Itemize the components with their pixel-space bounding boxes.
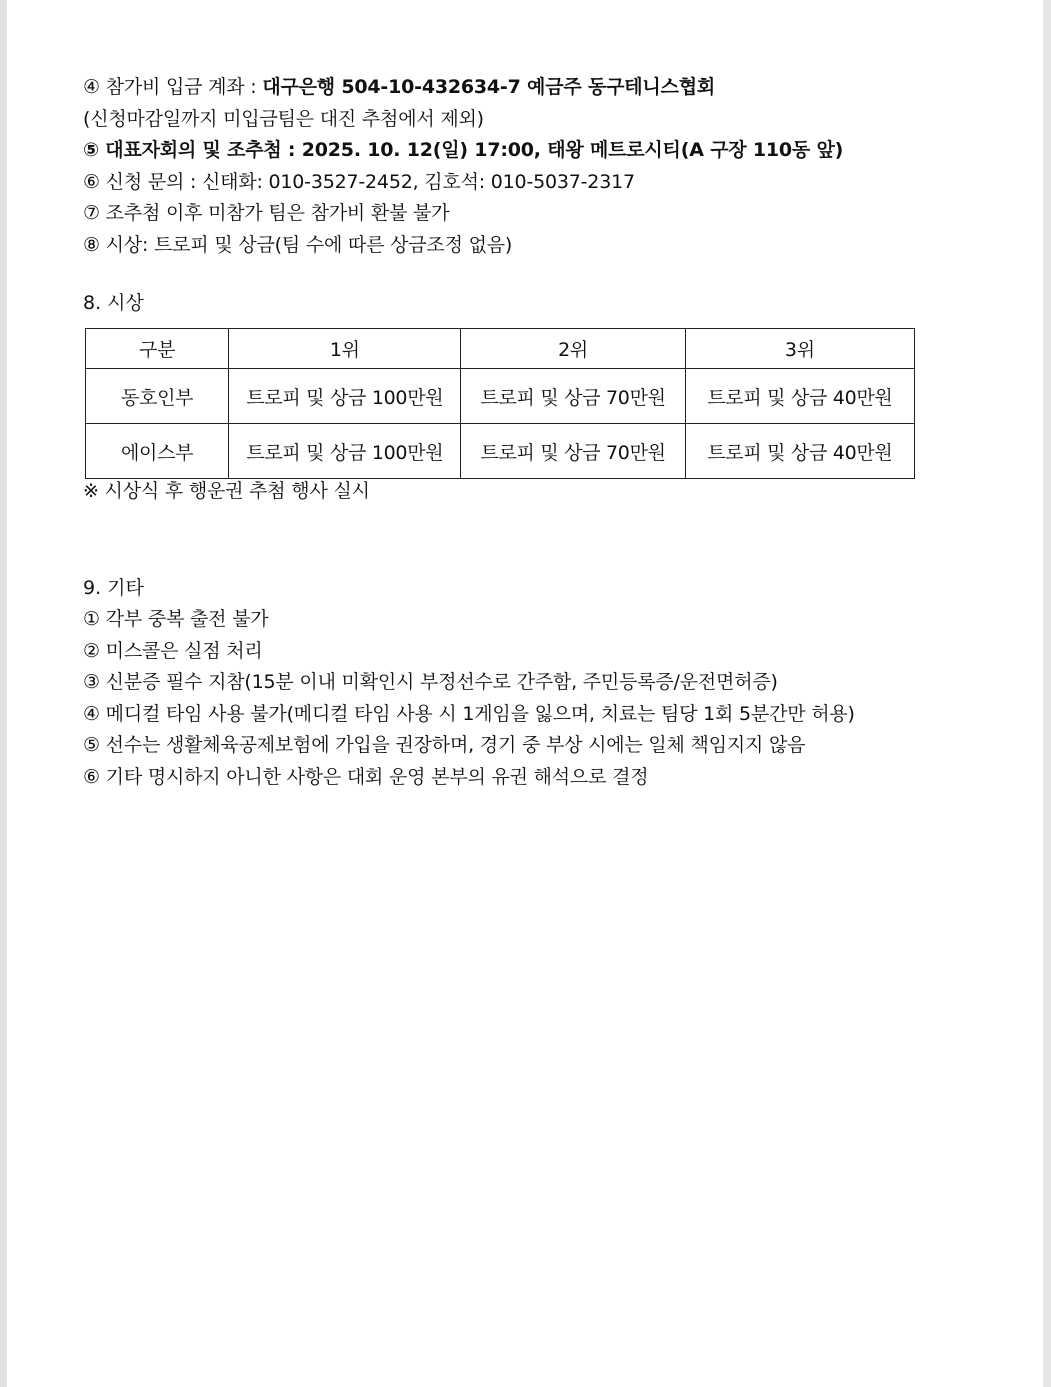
section8-title: 8. 시상 — [83, 292, 144, 314]
fee-account-value: 대구은행 504-10-432634-7 예금주 동구테니스협회 — [262, 76, 716, 98]
fee-account-line — [83, 72, 983, 104]
inquiry-line: ⑥ 신청 문의 : 신태화: 010-3527-2452, 김호석: 010-5037-2317 — [83, 170, 635, 193]
page-right-edge — [1043, 0, 1051, 1387]
cell-first-prize: 트로피 및 상금 100만원 — [229, 424, 461, 479]
prize-table — [85, 328, 915, 479]
fee-account-note: (신청마감일까지 미입금팀은 대진 추첨에서 제외) — [83, 107, 484, 130]
list-item: ④ 메디컬 타임 사용 불가(메디컬 타임 사용 시 1게임을 잃으며, 치료는 팀당 1회 5분간만 허용) — [83, 702, 855, 725]
cell-third-prize: 트로피 및 상금 40만원 — [685, 369, 914, 424]
award-note: ※ 시상식 후 행운권 추첨 행사 실시 — [83, 480, 370, 502]
cell-category: 에이스부 — [86, 424, 229, 479]
col-header-third: 3위 — [685, 329, 914, 369]
cell-third-prize: 트로피 및 상금 40만원 — [685, 424, 914, 479]
page-left-edge — [0, 0, 7, 1387]
col-header-second: 2위 — [461, 329, 685, 369]
refund-line: ⑦ 조추첨 이후 미참가 팀은 참가비 환불 불가 — [83, 202, 450, 224]
meeting-line: ⑤ 대표자회의 및 조추첨 : 2025. 10. 12(일) 17:00, 태왕 메트로시티(A 구장 110동 앞) — [83, 139, 844, 161]
list-item: ② 미스콜은 실점 처리 — [83, 639, 263, 662]
col-header-first: 1위 — [229, 329, 461, 369]
cell-category: 동호인부 — [86, 369, 229, 424]
fee-account-label: ④ 참가비 입금 계좌 : — [83, 76, 263, 98]
cell-second-prize: 트로피 및 상금 70만원 — [461, 424, 685, 479]
col-header-category: 구분 — [86, 329, 229, 369]
prize-table-header — [86, 329, 915, 369]
cell-first-prize: 트로피 및 상금 100만원 — [229, 369, 461, 424]
document-page — [83, 72, 983, 793]
table-row — [86, 369, 915, 424]
section9-title: 9. 기타 — [83, 577, 144, 599]
list-item: ① 각부 중복 출전 불가 — [83, 608, 269, 630]
list-item: ⑥ 기타 명시하지 아니한 사항은 대회 운영 본부의 유권 해석으로 결정 — [83, 765, 649, 788]
list-item: ③ 신분증 필수 지참(15분 이내 미확인시 부정선수로 간주함, 주민등록증/운전면허증) — [83, 671, 778, 693]
list-item: ⑤ 선수는 생활체육공제보험에 가입을 권장하며, 경기 중 부상 시에는 일체 책임지지 않음 — [83, 734, 806, 756]
table-row — [86, 424, 915, 479]
award-line: ⑧ 시상: 트로피 및 상금(팀 수에 따른 상금조정 없음) — [83, 233, 513, 256]
cell-second-prize: 트로피 및 상금 70만원 — [461, 369, 685, 424]
